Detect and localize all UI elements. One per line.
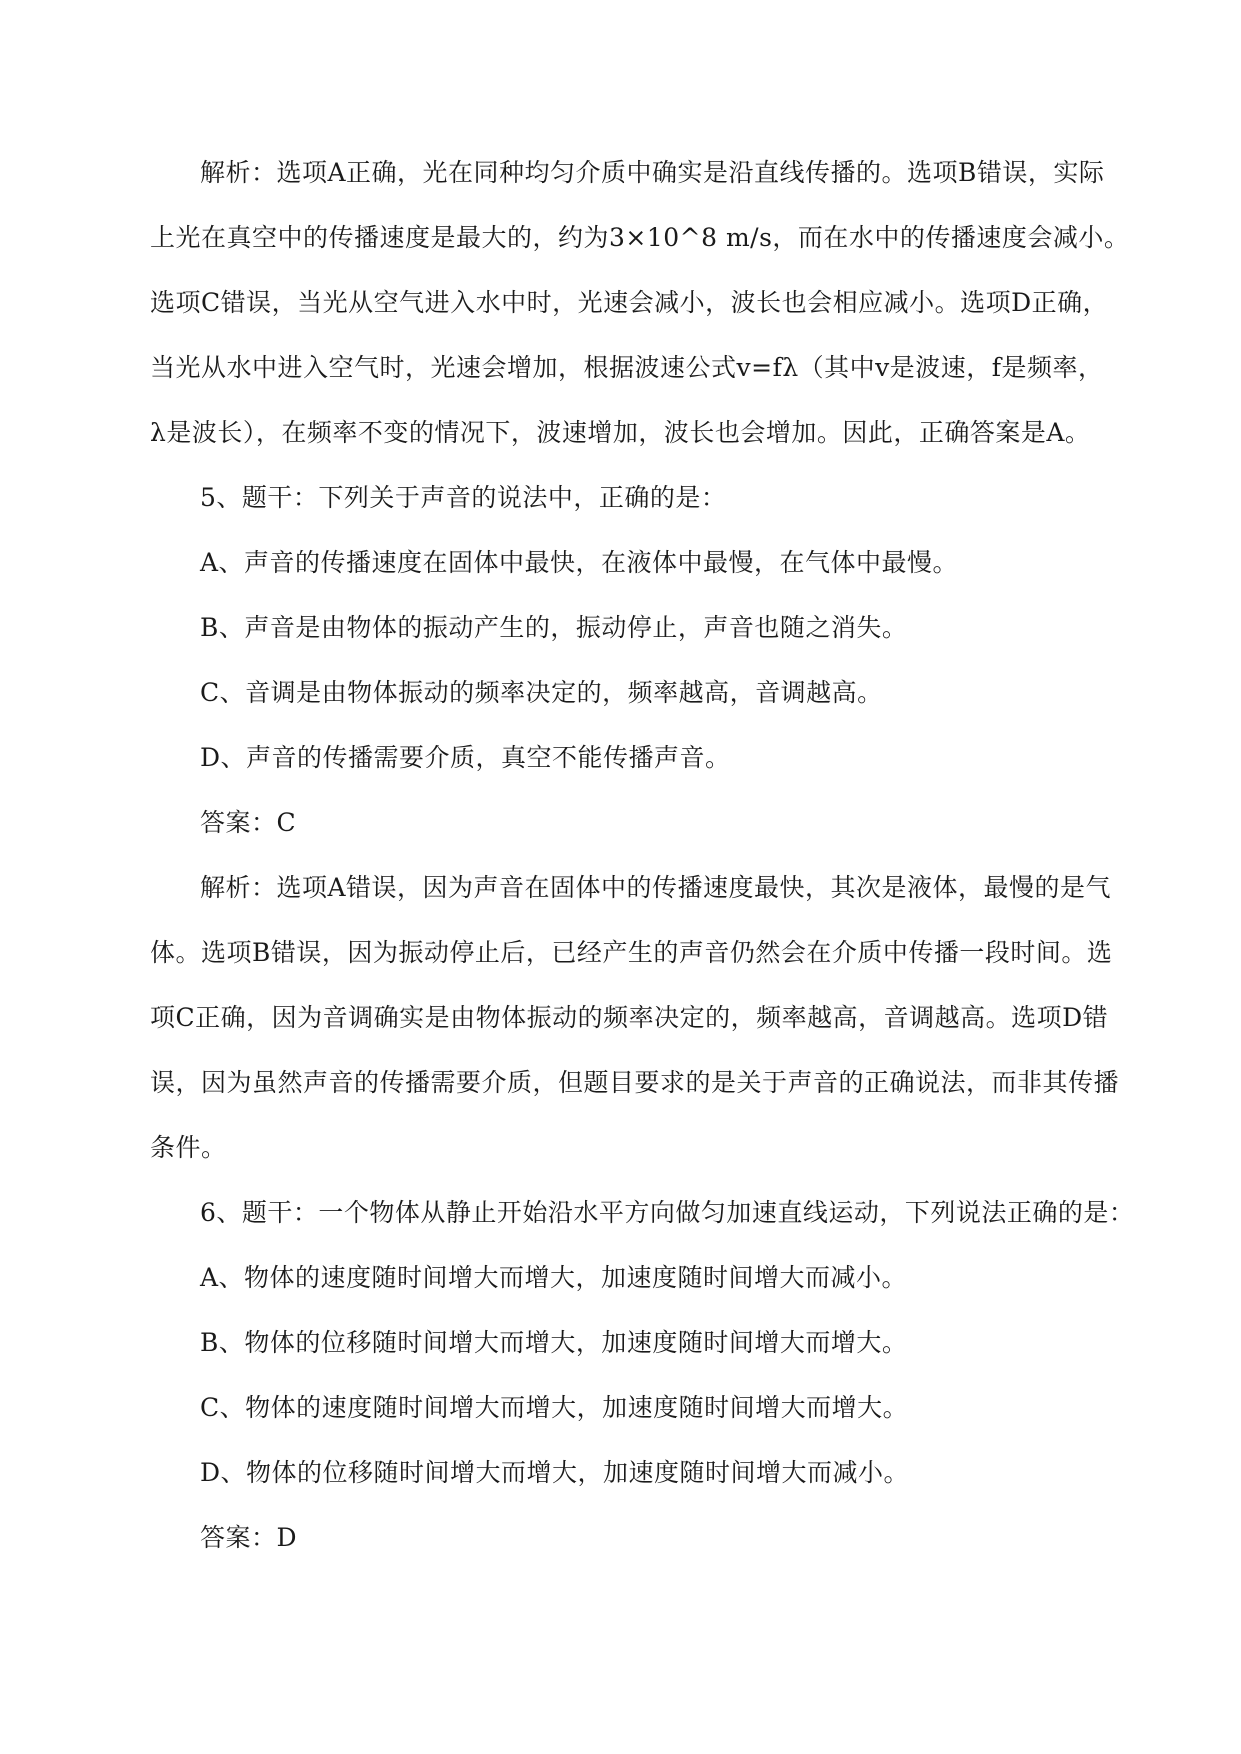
paragraph-line: λ是波长），在频率不变的情况下，波速增加，波长也会增加。因此，正确答案是A。 [150,418,1091,447]
document-page [150,140,1135,1570]
option-d: D、声音的传播需要介质，真空不能传播声音。 [200,743,731,772]
question-stem: 6、题干：一个物体从静止开始沿水平方向做匀加速直线运动，下列说法正确的是： [200,1198,1135,1227]
paragraph-line: 条件。 [150,1133,227,1162]
option-c: C、音调是由物体振动的频率决定的，频率越高，音调越高。 [200,678,883,707]
option-a: A、物体的速度随时间增大而增大，加速度随时间增大而减小。 [200,1263,908,1292]
paragraph-line: 解析：选项A正确，光在同种均匀介质中确实是沿直线传播的。选项B错误，实际 [200,158,1105,187]
q4-analysis [150,140,1130,465]
question-6 [150,1180,1135,1570]
option-b: B、物体的位移随时间增大而增大，加速度随时间增大而增大。 [200,1328,908,1357]
question-5 [150,465,1120,1180]
option-a: A、声音的传播速度在固体中最快，在液体中最慢，在气体中最慢。 [200,548,959,577]
option-b: B、声音是由物体的振动产生的，振动停止，声音也随之消失。 [200,613,908,642]
paragraph-line: 误，因为虽然声音的传播需要介质，但题目要求的是关于声音的正确说法，而非其传播 [150,1068,1120,1097]
answer: 答案：D [200,1523,298,1552]
paragraph-line: 上光在真空中的传播速度是最大的，约为3×10^8 m/s，而在水中的传播速度会减小。 [150,223,1130,252]
option-d: D、物体的位移随时间增大而增大，加速度随时间增大而减小。 [200,1458,910,1487]
paragraph-line: 解析：选项A错误，因为声音在固体中的传播速度最快，其次是液体，最慢的是气 [200,873,1112,902]
paragraph-line: 项C正确，因为音调确实是由物体振动的频率决定的，频率越高，音调越高。选项D错 [150,1003,1109,1032]
answer: 答案：C [200,808,297,837]
question-stem: 5、题干：下列关于声音的说法中，正确的是： [200,483,727,512]
paragraph-line: 体。选项B错误，因为振动停止后，已经产生的声音仍然会在介质中传播一段时间。选 [150,938,1113,967]
paragraph-line: 选项C错误，当光从空气进入水中时，光速会减小，波长也会相应减小。选项D正确， [150,288,1109,317]
option-c: C、物体的速度随时间增大而增大，加速度随时间增大而增大。 [200,1393,909,1422]
paragraph-line: 当光从水中进入空气时，光速会增加，根据波速公式v=fλ（其中v是波速，f是频率， [150,353,1104,382]
